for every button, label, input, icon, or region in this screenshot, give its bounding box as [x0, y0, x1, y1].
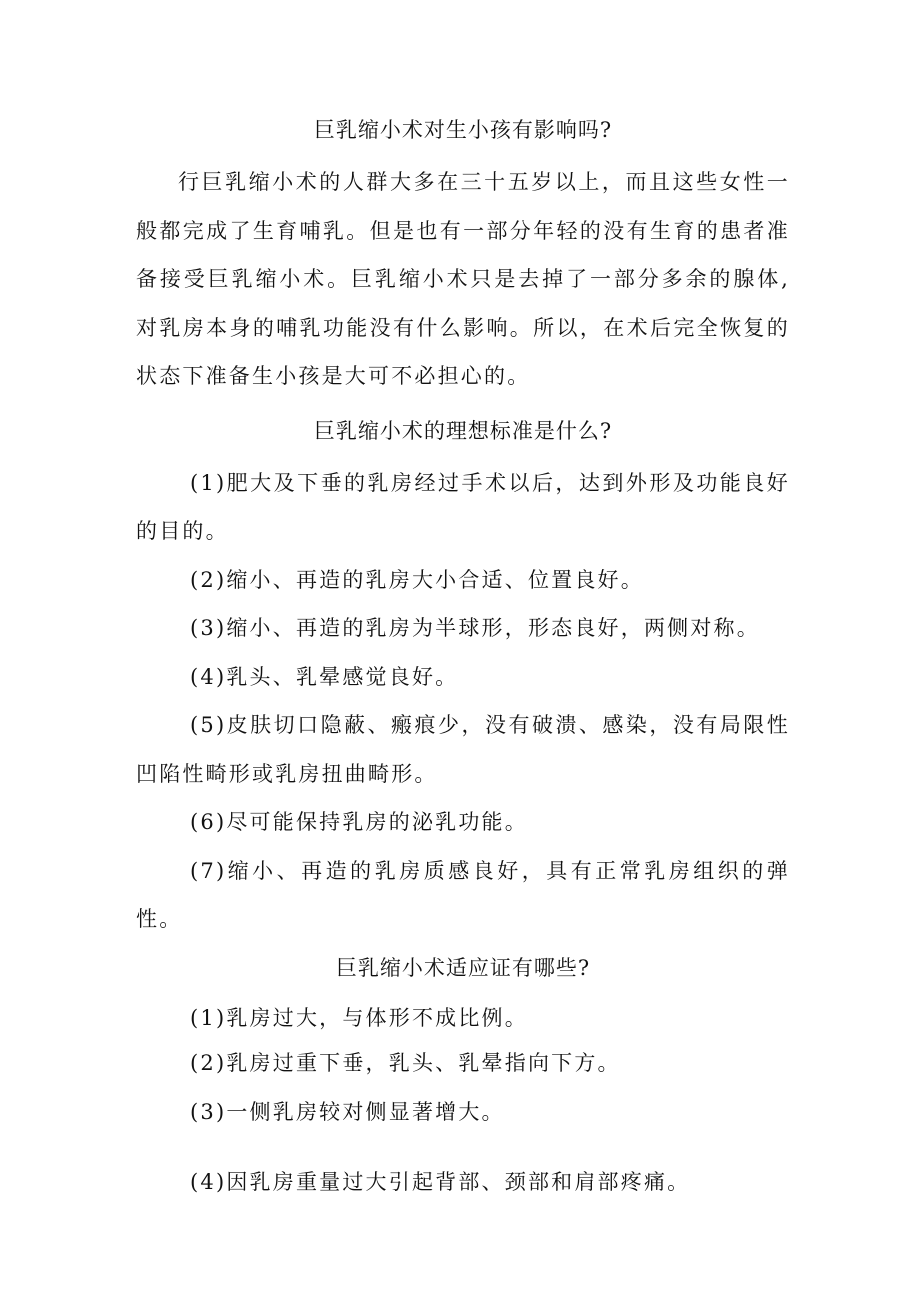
section-paragraph-1: 行巨乳缩小术的人群大多在三十五岁以上，而且这些女性一般都完成了生育哺乳。但是也有一部分年轻的没有生育的患者准备接受巨乳缩小术。巨乳缩小术只是去掉了一部分多余的腺体,对乳房本身的哺乳功能没有什么影响。所以，在术后完全恢复的状态下准备生小孩是大可不必担心的。: [136, 170, 790, 388]
section-heading-1: 巨乳缩小术对生小孩有影响吗?: [313, 118, 613, 142]
list-item: (6)尽可能保持乳房的泌乳功能。: [190, 810, 528, 834]
list-item: (1)乳房过大，与体形不成比例。: [190, 1005, 528, 1030]
list-item: (4)乳头、乳晕感觉良好。: [190, 664, 459, 689]
indications-list: [136, 994, 790, 1207]
list-item: (4)因乳房重量过大引起背部、颈部和肩部疼痛。: [190, 1170, 691, 1194]
list-item: (2)乳房过重下垂，乳头、乳晕指向下方。: [190, 1051, 621, 1075]
criteria-list: [136, 459, 790, 944]
list-item: (1)肥大及下垂的乳房经过手术以后，达到外形及功能良好的目的。: [136, 470, 790, 543]
list-item: (7)缩小、再造的乳房质感良好，具有正常乳房组织的弹性。: [136, 858, 790, 931]
list-item: (3)一侧乳房较对侧显著增大。: [190, 1099, 505, 1124]
list-item: (2)缩小、再造的乳房大小合适、位置良好。: [190, 567, 644, 592]
section-heading-3: 巨乳缩小术适应证有哪些?: [335, 955, 591, 980]
list-item: (5)皮肤切口隐蔽、瘢痕少，没有破溃、感染，没有局限性凹陷性畸形或乳房扭曲畸形。: [136, 713, 790, 786]
document-page: [136, 110, 790, 1207]
section-heading-2: 巨乳缩小术的理想标准是什么?: [313, 418, 613, 443]
list-item: (3)缩小、再造的乳房为半球形，形态良好，两侧对称。: [190, 616, 760, 640]
